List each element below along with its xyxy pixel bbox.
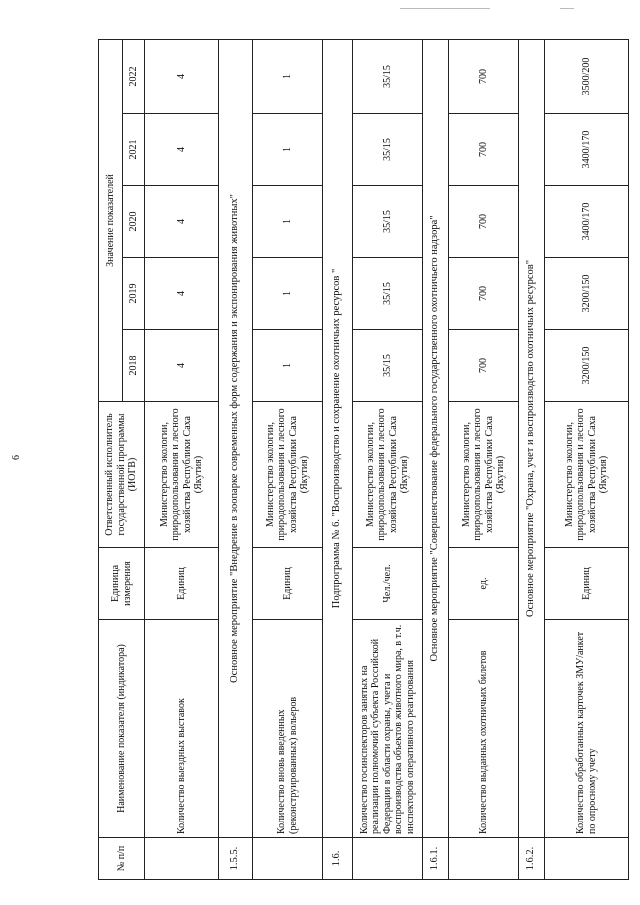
header-year: 2020 <box>123 186 145 258</box>
indicator-executor: Министерство экологии, природопользования и лесного хозяйства Республики Саха (Якутия) <box>253 402 323 548</box>
value-cell: 1 <box>253 186 323 258</box>
indicator-name: Количество выданных охотничьих билетов <box>449 620 519 838</box>
value-cell: 1 <box>253 39 323 113</box>
value-cell: 35/15 <box>353 39 423 113</box>
indicator-unit: Чел./чел. <box>353 548 423 620</box>
section-row <box>519 39 545 879</box>
value-cell: 700 <box>449 330 519 402</box>
header-executor: Ответственный исполнитель государственной программы (ИОГВ) <box>99 402 145 548</box>
header-name: Наименование показателя (индикатора) <box>99 620 145 838</box>
row-num: 1.6. <box>323 838 353 880</box>
value-cell: 3400/170 <box>545 186 629 258</box>
indicator-table <box>98 39 629 880</box>
indicator-executor: Министерство экологии, природопользования и лесного хозяйства Республики Саха (Якутия) <box>353 402 423 548</box>
row-num: 1.6.2. <box>519 838 545 880</box>
value-cell: 1 <box>253 258 323 330</box>
value-cell: 4 <box>145 186 219 258</box>
section-row <box>423 39 449 879</box>
header-year: 2022 <box>123 39 145 113</box>
row-num <box>145 838 219 880</box>
indicator-executor: Министерство экологии, природопользования и лесного хозяйства Республики Саха (Якутия) <box>145 402 219 548</box>
section-title: Основное мероприятие "Внедрение в зоопарке современных форм содержания и экспонирования животных" <box>219 39 253 837</box>
value-cell: 35/15 <box>353 186 423 258</box>
value-cell: 700 <box>449 186 519 258</box>
row-num: 1.6.1. <box>423 838 449 880</box>
row-num <box>353 838 423 880</box>
header-values-group: Значение показателей <box>99 39 123 401</box>
header-year: 2021 <box>123 114 145 186</box>
page-number: 6 <box>11 455 22 460</box>
value-cell: 35/15 <box>353 330 423 402</box>
value-cell: 3400/170 <box>545 114 629 186</box>
header-year: 2018 <box>123 330 145 402</box>
section-row <box>323 39 353 879</box>
indicator-executor: Министерство экологии, природопользования и лесного хозяйства Республики Саха (Якутия) <box>449 402 519 548</box>
value-cell: 3200/150 <box>545 330 629 402</box>
value-cell: 4 <box>145 330 219 402</box>
indicator-name: Количество выездных выставок <box>145 620 219 838</box>
header-year: 2019 <box>123 258 145 330</box>
section-title: Основное мероприятие "Совершенствование федерального государственного охотничьего надзора" <box>423 39 449 837</box>
value-cell: 700 <box>449 258 519 330</box>
table-row <box>253 39 323 879</box>
row-num <box>253 838 323 880</box>
indicator-unit: Единиц <box>253 548 323 620</box>
table-row <box>145 39 219 879</box>
value-cell: 4 <box>145 258 219 330</box>
value-cell: 35/15 <box>353 114 423 186</box>
value-cell: 35/15 <box>353 258 423 330</box>
indicator-executor: Министерство экологии, природопользования и лесного хозяйства Республики Саха (Якутия) <box>545 402 629 548</box>
indicator-unit: ед. <box>449 548 519 620</box>
value-cell: 3200/150 <box>545 258 629 330</box>
value-cell: 3500/200 <box>545 39 629 113</box>
header-num: № п/п <box>99 838 145 880</box>
indicator-name: Количество вновь введенных (реконструированных) вольеров <box>253 620 323 838</box>
value-cell: 700 <box>449 39 519 113</box>
value-cell: 700 <box>449 114 519 186</box>
value-cell: 4 <box>145 114 219 186</box>
indicator-unit: Единиц <box>545 548 629 620</box>
header-unit: Единица измерения <box>99 548 145 620</box>
table-row <box>545 39 629 879</box>
value-cell: 4 <box>145 39 219 113</box>
section-row <box>219 39 253 879</box>
indicator-name: Количество обработанных карточек ЗМУ/анкет по опросному учету <box>545 620 629 838</box>
value-cell: 1 <box>253 114 323 186</box>
table-row <box>449 39 519 879</box>
indicator-unit: Единиц <box>145 548 219 620</box>
row-num: 1.5.5. <box>219 838 253 880</box>
row-num <box>545 838 629 880</box>
table-row <box>353 39 423 879</box>
value-cell: 1 <box>253 330 323 402</box>
indicator-name: Количество госинспекторов занятых на реализации полномочий субъекта Российской Федерации в области охраны, учета и воспроизводства объектов животного мира, в т.ч. инспекторов оперативного реагирования <box>353 620 423 838</box>
row-num <box>449 838 519 880</box>
indicator-table-holder <box>98 40 628 880</box>
section-title: Основное мероприятие "Охрана, учет и воспроизводство охотничьих ресурсов" <box>519 39 545 837</box>
section-title: Подпрограмма № 6. "Воспроизводство и сохранение охотничьих ресурсов " <box>323 39 353 837</box>
